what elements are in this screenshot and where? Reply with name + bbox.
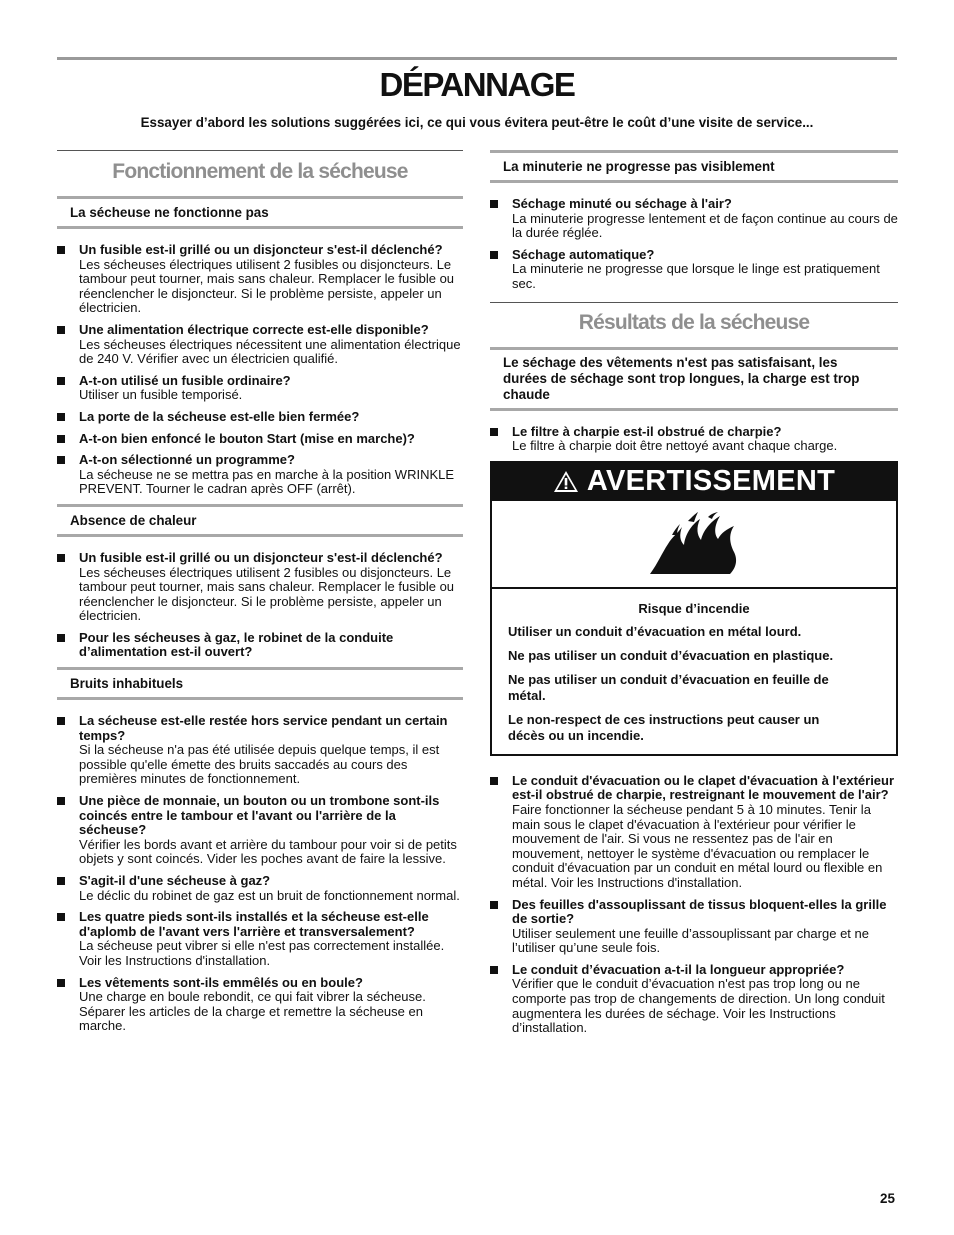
item-list (490, 183, 898, 292)
list-item: A-t-on bien enfoncé le bouton Start (mise en marche)? (57, 432, 463, 447)
item-list (490, 756, 898, 1036)
bullet-icon (490, 777, 498, 785)
bullet-icon (57, 634, 65, 642)
intro-text: Essayer d’abord les solutions suggérées ici, ce qui vous évitera peut-être le coût d’une visite de service... (140, 115, 814, 130)
list-item: Les quatre pieds sont-ils installés et la sécheuse est-elle d'aplomb de l'avant vers l'arrière et transversalement? La sécheuse peut vibrer si elle n'est pas correctement installée. Voir les Instructions d'installation. (57, 910, 463, 968)
item-list (57, 229, 463, 497)
list-item: Des feuilles d'assouplissant de tissus bloquent-elles la grille de sortie? Utiliser seulement une feuille d’assouplissant par charge et ne l’utiliser qu’une seule fois. (490, 898, 898, 956)
warning-risk: Risque d’incendie (638, 600, 750, 616)
warning-line: Ne pas utiliser un conduit d’évacuation en feuille de métal. (508, 671, 829, 703)
list-item: S'agit-il d'une sécheuse à gaz? Le déclic du robinet de gaz est un bruit de fonctionnement normal. (57, 874, 463, 903)
bullet-icon (57, 797, 65, 805)
list-item: Le conduit d’évacuation a-t-il la longueur appropriée? Vérifier que le conduit d’évacuation n'est pas trop long ou ne comporte pas trop de changements de direction. Un long conduit augmentera les durées de séchage. Voir les Instructions d’installation. (490, 963, 898, 1036)
list-item: Séchage minuté ou séchage à l'air? La minuterie progresse lentement et de façon continue au cours de la durée réglée. (490, 197, 898, 241)
bullet-icon (57, 554, 65, 562)
warning-header (492, 463, 896, 501)
bullet-icon (57, 456, 65, 464)
subheading-not-running: La sécheuse ne fonctionne pas (57, 196, 463, 229)
fire-icon (648, 511, 740, 577)
right-column (490, 150, 898, 1043)
subheading-unusual-noises: Bruits inhabituels (57, 667, 463, 700)
list-item: Le conduit d'évacuation ou le clapet d'évacuation à l'extérieur est-il obstrué de charpie, restreignant le mouvement de l'air? Faire fonctionner la sécheuse pendant 5 à 10 minutes. Tenir la main sous le clapet d'évacuation à l'extérieur pour vérifier le mouvement de l'air. Si vous ne ressentez pas de l'air en mouvement, nettoyer le système d'évacuation ou remplacer le conduit d'évacuation par un conduit en métal lourd ou flexible en métal. Voir les Instructions d'installation. (490, 774, 898, 891)
warning-triangle-icon (553, 470, 579, 493)
item-list (57, 537, 463, 660)
list-item: La sécheuse est-elle restée hors service pendant un certain temps? Si la sécheuse n'a pas été utilisée depuis quelque temps, il est possible qu'elle émette des bruits saccadés au cours des premières minutes de fonctionnement. (57, 714, 463, 787)
list-item: Pour les sécheuses à gaz, le robinet de la conduite d’alimentation est-il ouvert? (57, 631, 463, 660)
list-item: Un fusible est-il grillé ou un disjoncteur s'est-il déclenché? Les sécheuses électriques utilisent 2 fusibles ou disjoncteurs. Le tambour peut tourner, mais sans chaleur. Remplacer le fusible ou réenclencher le disjoncteur. Si le problème persiste, appeler un électricien. (57, 243, 463, 316)
bullet-icon (57, 979, 65, 987)
list-item: A-t-on utilisé un fusible ordinaire? Utiliser un fusible temporisé. (57, 374, 463, 403)
section-title-results: Résultats de la sécheuse (578, 310, 810, 334)
subheading-no-heat: Absence de chaleur (57, 504, 463, 537)
warning-line: Ne pas utiliser un conduit d’évacuation en plastique. (508, 647, 834, 663)
subheading-timer: La minuterie ne progresse pas visiblement (490, 150, 898, 183)
list-item: Un fusible est-il grillé ou un disjoncteur s'est-il déclenché? Les sécheuses électriques utilisent 2 fusibles ou disjoncteurs. Le tambour peut tourner, mais sans chaleur. Remplacer le fusible ou réenclencher le disjoncteur. Si le problème persiste, appeler un électricien. (57, 551, 463, 624)
warning-title: AVERTISSEMENT (586, 465, 836, 498)
warning-box (490, 461, 898, 756)
item-list (490, 411, 898, 454)
list-item: Séchage automatique? La minuterie ne progresse que lorsque le linge est pratiquement sec. (490, 248, 898, 292)
bullet-icon (57, 326, 65, 334)
list-item: La porte de la sécheuse est-elle bien fermée? (57, 410, 463, 425)
section-title-operation: Fonctionnement de la sécheuse (57, 150, 463, 196)
bullet-icon (57, 717, 65, 725)
bullet-icon (490, 966, 498, 974)
warning-fire-area (492, 501, 896, 589)
page-title: DÉPANNAGE (379, 66, 575, 103)
top-rule (57, 57, 897, 60)
bullet-icon (57, 877, 65, 885)
left-column (57, 150, 463, 1041)
bullet-icon (57, 246, 65, 254)
list-item: Les vêtements sont-ils emmêlés ou en boule? Une charge en boule rebondit, ce qui fait vibrer la sécheuse. Séparer les articles de la charge et remettre la sécheuse en marche. (57, 976, 463, 1034)
subheading-results: Le séchage des vêtements n'est pas satisfaisant, les durées de séchage sont trop longues, la charge est trop chaude (490, 347, 898, 411)
warning-line: Utiliser un conduit d’évacuation en métal lourd. (508, 623, 802, 639)
warning-line: Le non-respect de ces instructions peut causer un décès ou un incendie. (508, 711, 820, 743)
list-item: A-t-on sélectionné un programme? La sécheuse ne se mettra pas en marche à la position WRINKLE PREVENT. Tourner le cadran après OFF (arrêt). (57, 453, 463, 497)
bullet-icon (490, 901, 498, 909)
list-item: Une alimentation électrique correcte est-elle disponible? Les sécheuses électriques nécessitent une alimentation électrique de 240 V. Vérifier avec un électricien qualifié. (57, 323, 463, 367)
bullet-icon (57, 413, 65, 421)
list-item: Une pièce de monnaie, un bouton ou un trombone sont-ils coincés entre le tambour et l'avant ou l'arrière de la sécheuse? Vérifier les bords avant et arrière du tambour pour voir si de petits objets y sont coincés. Vider les poches avant de faire la lessive. (57, 794, 463, 867)
bullet-icon (57, 435, 65, 443)
bullet-icon (57, 377, 65, 385)
bullet-icon (57, 913, 65, 921)
bullet-icon (490, 428, 498, 436)
bullet-icon (490, 200, 498, 208)
item-list (57, 700, 463, 1034)
warning-body (492, 589, 896, 754)
page-number: 25 (880, 1191, 895, 1206)
bullet-icon (490, 251, 498, 259)
list-item: Le filtre à charpie est-il obstrué de charpie? Le filtre à charpie doit être nettoyé avant chaque charge. (490, 425, 898, 454)
